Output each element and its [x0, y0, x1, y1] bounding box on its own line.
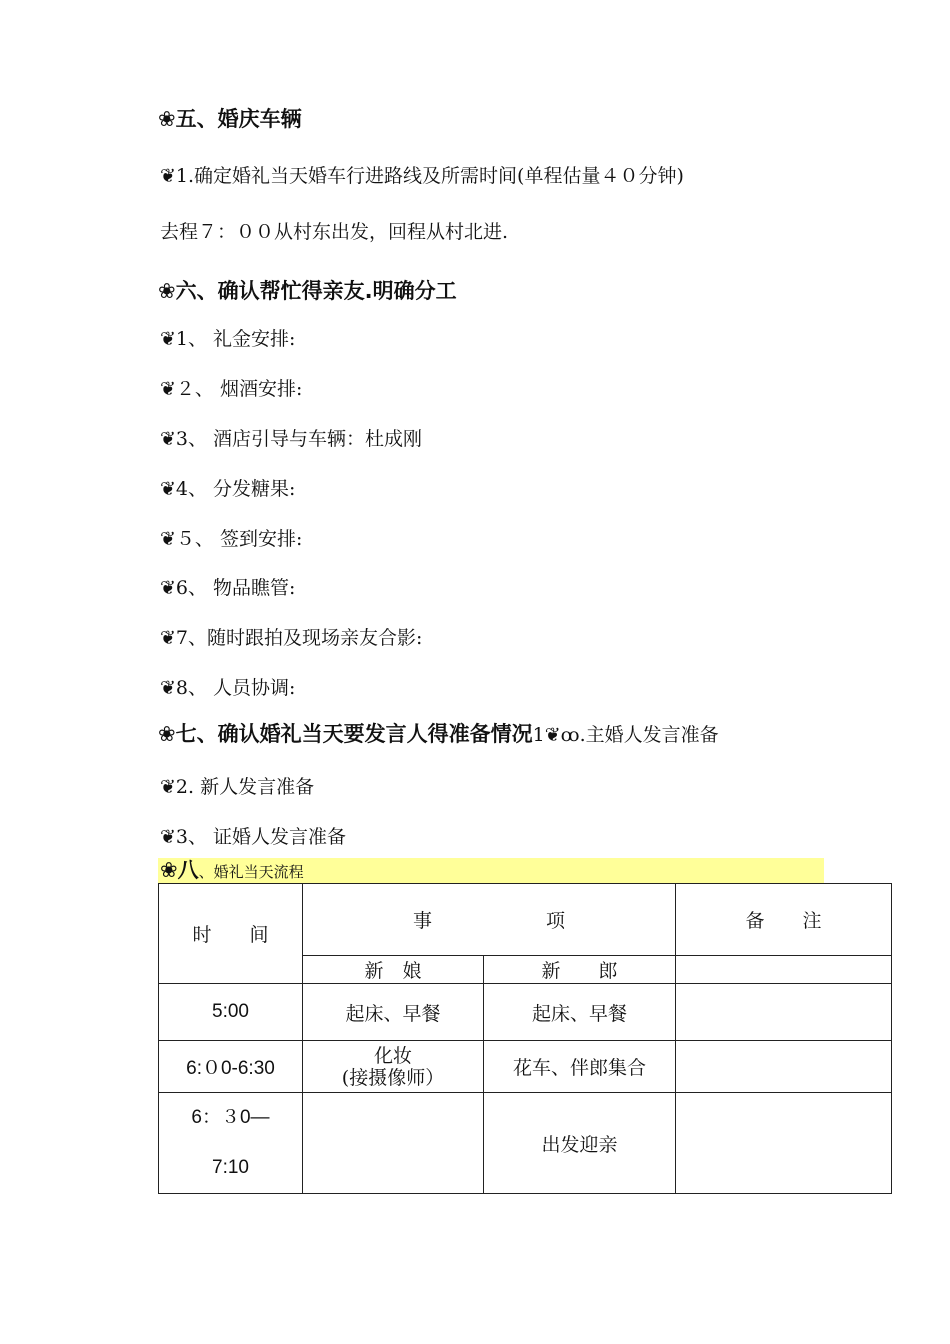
header-note-blank — [676, 956, 892, 984]
leaf-bullet-icon: ❦ — [160, 826, 176, 848]
cell-bride — [303, 1093, 484, 1194]
list-item: ❦3、 酒店引导与车辆：杜成刚 — [160, 428, 423, 450]
leaf-bullet-icon: ❦ — [160, 627, 176, 649]
wedding-schedule-table — [158, 883, 892, 1194]
section-heading-7: ❀七、确认婚礼当天要发言人得准备情况1❦ꝏ.主婚人发言准备 — [158, 722, 719, 746]
leaf-bullet-icon: ❦ — [160, 378, 176, 400]
cell-time: 6:０0-6:30 — [159, 1041, 303, 1093]
section-heading-6: ❀六、确认帮忙得亲友.明确分工 — [158, 279, 457, 303]
table-row — [159, 1041, 892, 1093]
leaf-bullet-icon: ❦ — [160, 677, 176, 699]
leaf-bullet-icon: ❦ — [544, 724, 561, 746]
cell-time: 5:00 — [159, 984, 303, 1041]
header-bride: 新 娘 — [303, 956, 484, 984]
list-item: ❦6、 物品瞧管: — [160, 577, 296, 599]
flower-bullet-icon: ❀ — [160, 858, 178, 882]
header-groom: 新 郎 — [484, 956, 676, 984]
header-note: 备 注 — [676, 884, 892, 956]
header-time: 时 间 — [159, 884, 303, 984]
cell-note — [676, 1093, 892, 1194]
table-row — [159, 1093, 892, 1194]
table-header-row — [159, 884, 892, 956]
list-item: ❦8、 人员协调: — [160, 677, 296, 699]
cell-note — [676, 1041, 892, 1093]
cell-groom: 起床、早餐 — [484, 984, 676, 1041]
flower-bullet-icon: ❀ — [158, 722, 176, 746]
list-item: ❦7、随时跟拍及现场亲友合影: — [160, 627, 423, 649]
section-heading-8: ❀八、婚礼当天流程 — [160, 858, 304, 882]
list-item: ❦1、 礼金安排: — [160, 328, 296, 350]
leaf-bullet-icon: ❦ — [160, 776, 176, 798]
cell-time: 6：３0— 7:10 — [159, 1093, 303, 1194]
paragraph-departure: 去程７：００从村东出发，回程从村北进. — [160, 221, 509, 243]
leaf-bullet-icon: ❦ — [160, 165, 176, 187]
leaf-bullet-icon: ❦ — [160, 478, 176, 500]
flower-bullet-icon: ❀ — [158, 107, 176, 131]
header-item: 事 项 — [303, 884, 676, 956]
cell-bride: 化妆 (接摄像师） — [303, 1041, 484, 1093]
leaf-bullet-icon: ❦ — [160, 528, 176, 550]
list-item: ❦4、 分发糖果: — [160, 478, 296, 500]
list-item: ❦3、 证婚人发言准备 — [160, 826, 347, 848]
leaf-bullet-icon: ❦ — [160, 328, 176, 350]
leaf-bullet-icon: ❦ — [160, 577, 176, 599]
list-item: ❦２、 烟酒安排: — [160, 378, 303, 400]
cell-groom: 花车、伴郎集合 — [484, 1041, 676, 1093]
cell-groom: 出发迎亲 — [484, 1093, 676, 1194]
leaf-bullet-icon: ❦ — [160, 428, 176, 450]
table-row — [159, 984, 892, 1041]
list-item: ❦2. 新人发言准备 — [160, 776, 315, 798]
list-item: ❦５、 签到安排: — [160, 528, 303, 550]
paragraph-route: ❦1.确定婚礼当天婚车行进路线及所需时间(单程估量４０分钟) — [160, 165, 684, 187]
flower-bullet-icon: ❀ — [158, 279, 176, 303]
cell-note — [676, 984, 892, 1041]
cell-bride: 起床、早餐 — [303, 984, 484, 1041]
loop-mark-icon: ꝏ — [560, 724, 580, 746]
section-heading-5: ❀五、婚庆车辆 — [158, 107, 302, 131]
